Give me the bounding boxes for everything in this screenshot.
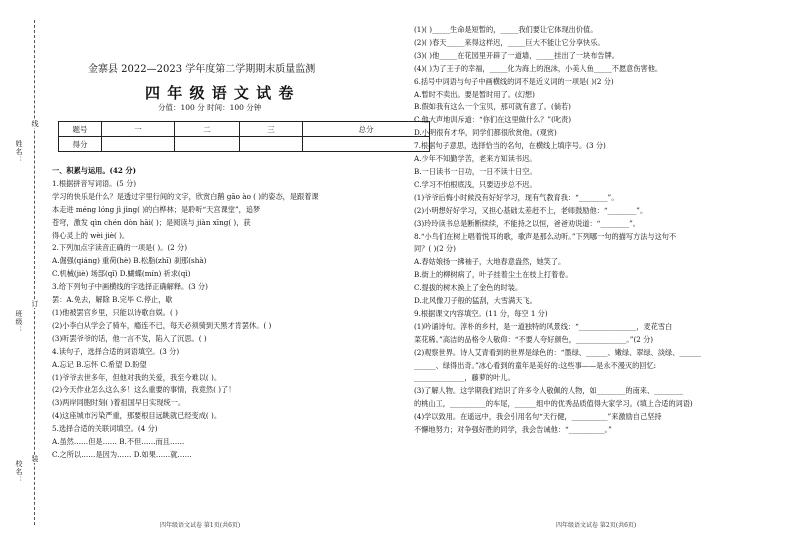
score-cell[interactable]: [303, 137, 430, 152]
question-line: 罢：A.免去，解除 B.完毕 C.停止，歇: [52, 295, 173, 305]
question-line: 9.根据课文内容填空。(11 分，每空 1 分): [414, 308, 548, 318]
question-line: 本走进 méng lóng jì jìng( )的白桦林；是聆听“天宫课堂”，追梦: [52, 204, 261, 214]
question-line: (3)玲玲读书总是断断续续，不能持之以恒，爸爸劝说道：“________”。: [414, 218, 640, 228]
question-line: ______、绿得出奇。”冰心看到的童年是美好的:这些事——是永不漫灭的回忆:: [414, 360, 657, 370]
exam-meta: 分值：100 分 时间：100 分钟: [158, 103, 262, 112]
question-line: (1)( )_____生命是短暂的，_____我们要让它体现出价值。: [414, 25, 598, 34]
question-line: 菜花稀。”高洁的品格令人敬仰：“不要人夸好颜色，______________。”(2 分): [414, 334, 654, 344]
score-cell[interactable]: [102, 137, 175, 152]
exam-subtitle: 金寨县 2022—2023 学年度第二学期期末质量监测: [88, 64, 316, 75]
question-line: B.一日读书一日功，一日不读十日空。: [414, 166, 537, 176]
question-line: 8.“小鸟们在树上唱着悦耳的歌，歌声是那么动听。”下列哪一句的描写方法与这句不: [414, 231, 677, 241]
seal-mark-1: 线: [31, 120, 39, 128]
question-line: (2)小李白从学会了骑车，瘾连不已，每天必须骑到天黑才肯罢休。( ): [52, 320, 272, 330]
question-line: 学习的快乐是什么？是透过字里行间的文字，欣赏白鹅 ɡāo ào ( )的姿态，是跟着课: [52, 191, 319, 201]
question-line: C.提拔的树木换上了金色的时装。: [414, 283, 523, 293]
question-line: (3)( )他_____在花园里开辟了一道墙，_____挂出了一块布告牌。: [414, 50, 619, 60]
question-line: A.暂时不卖出。要是暂时用了。(幻想): [414, 89, 535, 99]
question-line: 7.根据句子意思，选择恰当的名句，在横线上填序号。(3 分): [414, 141, 606, 151]
question-line: (1)爷爷后悔小时候没有好好学习，现有气教育我：“________”。: [414, 192, 619, 202]
question-line: 4.读句子，选择合适的词语填空。(3 分): [52, 346, 180, 356]
question-line: 不懈地努力；对争强好胜的同学，我会告诫他：“__________。”: [414, 425, 612, 435]
score-row-label: 得分: [59, 137, 102, 152]
question-line: 6.括号中词语与句子中画横线的词不是近义词的一项是( )(2 分): [414, 76, 614, 86]
question-line: C.机械(jiè) 场部(qǐ) D.蝴蝶(mín) 祈求(qì): [52, 269, 191, 279]
score-cell[interactable]: [175, 137, 240, 152]
question-line: (4)( )为了王子的幸福，_____化为海上的泡沫，小美人鱼_____不愿意伤害他。: [414, 63, 663, 73]
question-line: (4)这座城市污染严重，那要根目远眺就已经变成( )。: [52, 411, 222, 421]
binding-dashed-line: [34, 20, 35, 525]
score-header: 三: [240, 122, 303, 137]
question-line: C.之所以……是因为…… D.如果……就……: [52, 449, 192, 459]
question-line: D.小明很有才华，同学们都很欣赏他。(观赏): [414, 128, 557, 138]
question-line: (2)今天作业怎么这么多！这么重要的事情，我竟然( )了！: [52, 385, 236, 395]
question-line: (3)了解人物。这学期我们结识了许多令人敬佩的人物，如________的南来、________: [414, 386, 683, 396]
class-label: 班级：: [15, 310, 23, 334]
question-line: (2)( )春天_____来得这样迟，_____巨大不能让它分享快乐。: [414, 37, 605, 47]
right-column: [414, 24, 786, 437]
question-line: (3)听罢爷爷的话，他一言不发，陷入了沉思。( ): [52, 333, 207, 343]
question-line: 2.下列加点字读音正确的一项是( )。(2 分): [52, 243, 188, 253]
question-line: A.春姑娘扬一拂袖子，大地春意盎然，她笑了。: [414, 257, 566, 267]
section-heading: 一、积累与运用。(42 分): [52, 166, 136, 175]
question-line: B.街上的柳树病了，叶子挂着尘土在枝上打着卷。: [414, 270, 573, 280]
page-footer-left: 四年级语文试卷 第1页(共6页): [160, 522, 241, 529]
question-line: 苍穹，激发 qìn chén dòn hāi( )；是阅读与 jiàn xīng( )，获: [52, 217, 251, 227]
score-cell[interactable]: [240, 137, 303, 152]
exam-title: 四 年 级 语 文 试 卷: [145, 84, 295, 102]
question-line: C.他大声地训斥道：“你们在这里做什么？”(叱责): [414, 115, 572, 125]
question-line: A.少年不知勤学苦，老来方知读书迟。: [414, 154, 537, 164]
score-header: 一: [102, 122, 175, 137]
question-line: 5.选择合适的关联词填空。(4 分): [52, 424, 158, 434]
question-line: (1)爷爷去世多年，但他对我的关爱，我至今难以( )。: [52, 372, 222, 382]
seal-mark-2: 订: [31, 300, 39, 308]
question-line: (2)观察世界。诗人艾青看到的世界是绿色的：“墨绿、______、嫩绿、翠绿、淡绿、______: [414, 347, 701, 357]
score-header: 总分: [303, 122, 430, 137]
question-line: (4)学以致用。在遥远中，我会引用名句“天行健，__________”来激励自己坚持: [414, 412, 662, 422]
question-line: (1)吟诵诗句。淳朴的乡村，是一道独特的风景线：“________________，麦花雪白: [414, 321, 673, 331]
question-line: 3.给下列句子中画横线的字选择正确解释。(3 分): [52, 282, 208, 292]
question-line: (2)小明想好好学习，又担心基础太差赶不上，老师鼓励他：“________”。: [414, 205, 648, 215]
question-line: (1)他被罢官乡里，只能以诗歌自娱。( ): [52, 307, 178, 317]
seal-mark-3: 装: [31, 455, 39, 463]
score-header: 题号: [59, 122, 102, 137]
question-line: 同？( )(2 分): [414, 244, 456, 254]
score-header: 二: [175, 122, 240, 137]
name-label: 姓名：: [15, 140, 23, 164]
question-line: B.假如我有这么一个宝贝，那可就有意了。(倘若): [414, 102, 571, 112]
question-line: (3)两岸同胞时刻( )着祖国早日实现统一。: [52, 398, 186, 408]
question-line: A.虽然……但是…… B.不但……而且……: [52, 437, 185, 447]
school-label: 校名：: [15, 460, 23, 484]
question-line: ______________，藤萝的叶儿。: [414, 373, 515, 383]
left-column: [52, 165, 392, 462]
page-footer-right: 四年级语文试卷 第2页(共6页): [556, 522, 637, 529]
question-line: A.忘记 B.忘怀 C.希望 D.盼望: [52, 359, 147, 369]
score-table: [58, 121, 430, 152]
question-line: 得心灵上的 wèi jiè( )。: [52, 230, 130, 240]
question-line: D.北风像刀子般的猛刮，大雪满天飞。: [414, 296, 537, 306]
question-line: A.倔强(qiáng) 重荷(hè) B.松脂(zhī) 刹那(shà): [52, 256, 207, 266]
question-line: C.学习不怕根底浅，只要迈步总不迟。: [414, 179, 537, 189]
question-line: 的桃山工，__________的车尾，______组中的优秀品质值得大家学习。(填上合适的词语): [414, 399, 693, 409]
question-line: 1.根据拼音写词语。(5 分): [52, 178, 137, 188]
